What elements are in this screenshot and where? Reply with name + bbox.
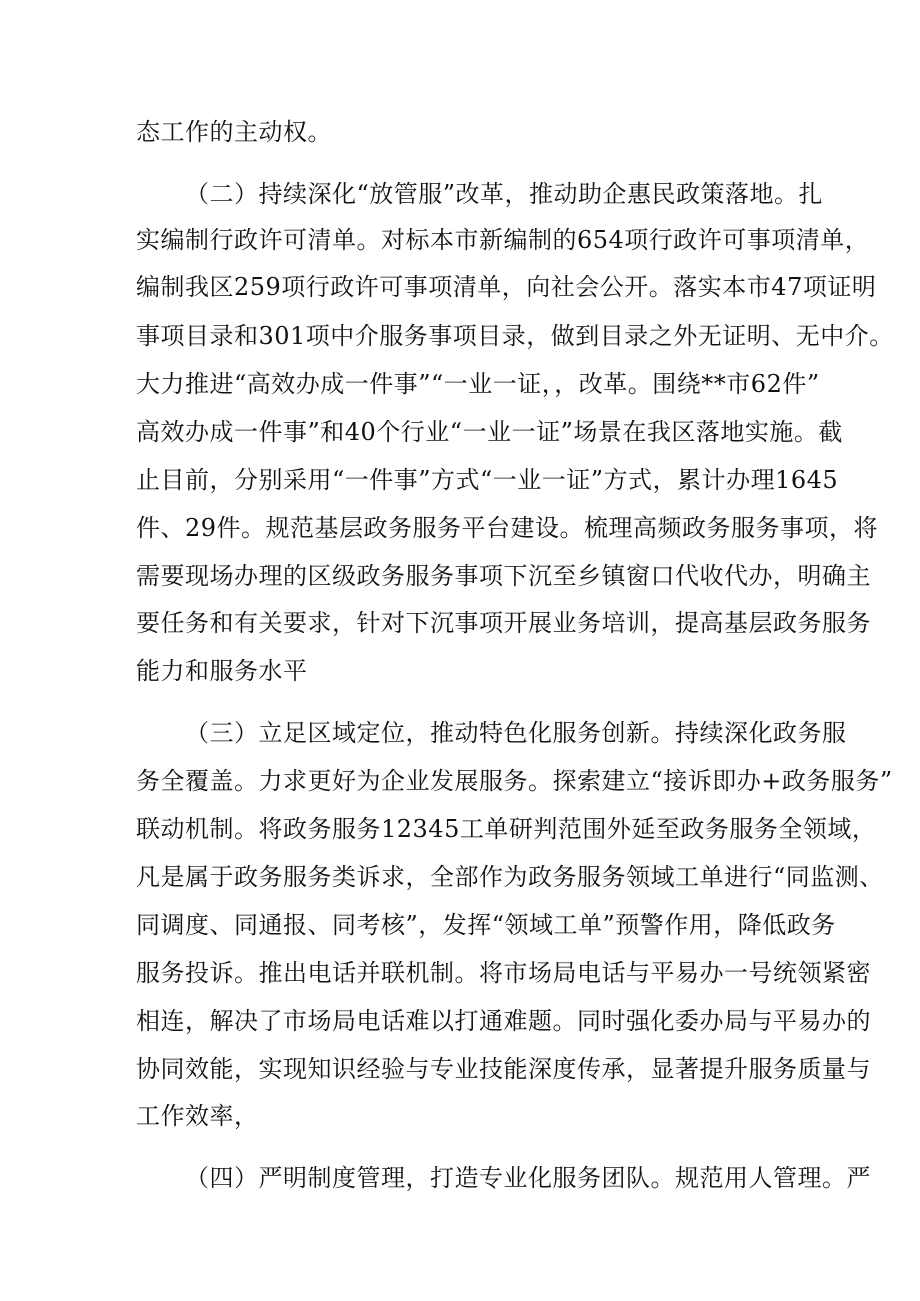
text-line: 相连，解决了市场局电话难以打通难题。同时强化委办局与平易办的 <box>136 1007 871 1035</box>
text-line: 协同效能，实现知识经验与专业技能深度传承，显著提升服务质量与 <box>136 1055 871 1083</box>
text-line: 要任务和有关要求，针对下沉事项开展业务培训，提高基层政务服务 <box>136 609 871 637</box>
text-line: 事项目录和301项中介服务事项目录，做到目录之外无证明、无中介。 <box>136 322 894 350</box>
text-line: 态工作的主动权。 <box>136 118 332 146</box>
text-line: 编制我区259项行政许可事项清单，向社会公开。落实本市47项证明 <box>136 273 877 301</box>
text-line: 服务投诉。推出电话并联机制。将市场局电话与平易办一号统领紧密 <box>136 959 871 987</box>
text-line: 件、29件。规范基层政务服务平台建设。梳理高频政务服务事项，将 <box>136 514 879 542</box>
paragraph-heading-line: （二）持续深化“放管服”改革，推动助企惠民政策落地。扎 <box>185 180 824 208</box>
text-line: 联动机制。将政务服务12345工单研判范围外延至政务服务全领域， <box>136 815 877 843</box>
paragraph-heading-line: （三）立足区域定位，推动特色化服务创新。持续深化政务服 <box>185 719 847 747</box>
text-line: 大力推进“高效办成一件事”“一业一证，，改革。围绕**市62件” <box>136 370 820 398</box>
paragraph-heading-line: （四）严明制度管理，打造专业化服务团队。规范用人管理。严 <box>185 1164 871 1192</box>
text-line: 止目前，分别采用“一件事”方式“一业一证”方式，累计办理1645 <box>136 466 839 494</box>
text-line: 高效办成一件事”和40个行业“一业一证”场景在我区落地实施。截 <box>136 418 843 446</box>
text-line: 凡是属于政务服务类诉求，全部作为政务服务领域工单进行“同监测、 <box>136 863 884 891</box>
text-line: 务全覆盖。力求更好为企业发展服务。探索建立“接诉即办+政务服务” <box>136 767 893 795</box>
text-line: 实编制行政许可清单。对标本市新编制的654项行政许可事项清单， <box>136 226 870 254</box>
text-line: 同调度、同通报、同考核”，发挥“领域工单”预警作用，降低政务 <box>136 911 836 939</box>
text-line: 工作效率， <box>136 1102 259 1130</box>
text-line: 需要现场办理的区级政务服务事项下沉至乡镇窗口代收代办，明确主 <box>136 562 871 590</box>
text-line: 能力和服务水平 <box>136 657 308 685</box>
